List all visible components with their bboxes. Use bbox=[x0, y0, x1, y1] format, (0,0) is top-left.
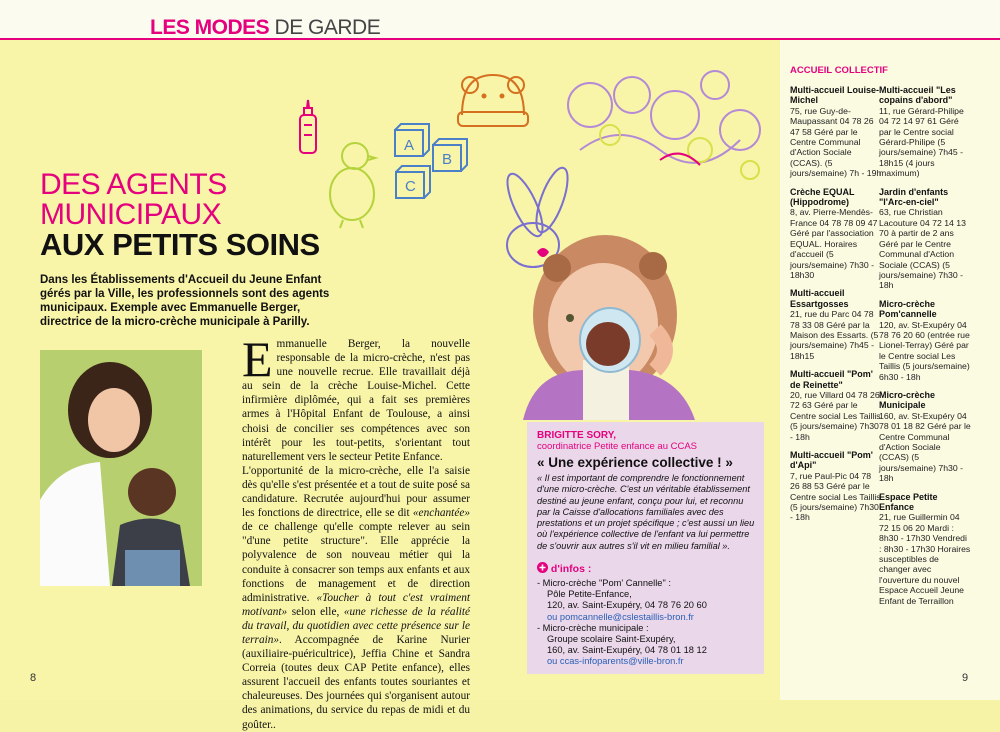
drop-cap: E bbox=[242, 331, 273, 387]
entry-text: 8, av. Pierre-Mendès-France 04 78 78 09 47 Géré par l'association EQUAL. Horaires d'accueil (5 jours/semaine) 7h30 - 18h30 bbox=[790, 207, 878, 280]
title-line-3: AUX PETITS SOINS bbox=[40, 227, 320, 262]
entry-text: 63, rue Christian Lacouture 04 72 14 13 70 à partir de 2 ans Géré par le Centre Communal d'Action Sociale (CCAS) (5 jours/semaine) 7h30 - 18h bbox=[879, 207, 966, 291]
entry-text: 21, rue Guillermin 04 72 15 06 20 Mardi : 8h30 - 17h30 Vendredi : 8h30 - 17h30 Horaires susceptibles de changer avec l'ouverture du nouvel Espace Accueil Jeune Enfant de Terraillon bbox=[879, 512, 971, 606]
page-number-right: 9 bbox=[962, 672, 969, 684]
entry-text: 75, rue Guy-de-Maupassant 04 78 26 47 58 Géré par le Centre Communal d'Action Sociale (CCAS). (5 jours/semaine) 7h - 19h bbox=[790, 105, 882, 179]
sidebar-entry bbox=[879, 492, 971, 606]
block-letter-a: A bbox=[404, 137, 415, 154]
info-list bbox=[537, 578, 762, 668]
page-number-left: 8 bbox=[30, 672, 37, 684]
sidebar-column-2 bbox=[879, 85, 971, 614]
body-paragraph-2g: . Accompagnée de Karine Nurier (auxiliaire-puéricultrice), Jeffia Chine et Sandra Correia (toutes deux CAP Petite enfance), elles assurent l'accueil des enfants toutes souriantes et chaleureuses. Des journées qui s'organisent autour des animations, du service du repas de midi et du goûter.. bbox=[242, 633, 470, 731]
entry-text: 21, rue du Parc 04 78 78 33 08 Géré par la Maison des Essarts. (5 jours/semaine) 7h45 - 18h15 bbox=[790, 309, 879, 361]
entry-name: Multi-accueil "Les copains d'abord" bbox=[879, 85, 956, 106]
sidebar-heading: ACCUEIL COLLECTIF bbox=[790, 65, 888, 76]
interviewee-role: coordinatrice Petite enfance au CCAS bbox=[537, 441, 698, 452]
interview-box bbox=[527, 422, 764, 674]
article-body bbox=[242, 331, 470, 732]
entry-text: 11, rue Gérard-Philipe 04 72 14 97 61 Géré par le Centre social Gérard-Philipe (5 jours/semaine) 7h45 - 18h15 (4 jours maximum) bbox=[879, 105, 964, 179]
bear-hat-icon bbox=[458, 75, 528, 126]
block-letter-c: C bbox=[405, 178, 416, 195]
interviewee-name: BRIGITTE SORY, bbox=[537, 430, 617, 441]
body-paragraph-2a: L'opportunité de la micro-crèche, elle l'a saisie dès qu'elle s'est présentée et a tout de suite posé sa candidature. Recrutée aujourd'hui pour assumer les fonctions de directrice, elle se dit bbox=[242, 464, 470, 520]
entry-text: 160, av. St-Exupéry 04 78 01 18 82 Géré par le Centre Communal d'Action Sociale (CCAS) (5 jours/semaine) 7h30 - 18h bbox=[879, 410, 971, 484]
entry-name: Jardin d'enfants "l'Arc-en-ciel" bbox=[879, 186, 949, 208]
sidebar-entry bbox=[790, 85, 882, 179]
entry-name: Micro-crèche Municipale bbox=[879, 389, 936, 411]
child-photo bbox=[505, 220, 710, 420]
body-paragraph-2c: de ce challenge qu'elle compte relever au sein "d'une petite structure". Elle apprécie la polyvalence de son nouveau métier qui la conduite à consacrer son temps aux enfants et aux fonctions de management et de direction administrative. bbox=[242, 521, 470, 604]
info-email-link[interactable]: ou ccas-infoparents@ville-bron.fr bbox=[547, 656, 684, 667]
entry-name: Micro-crèche Pom'cannelle bbox=[879, 298, 937, 320]
info-label: d'infos : bbox=[550, 563, 592, 575]
sidebar-entry bbox=[879, 187, 971, 291]
sidebar-entry bbox=[879, 85, 971, 179]
info-item-pomcannelle: - Micro-crèche "Pom' Cannelle" : bbox=[537, 578, 671, 588]
info-heading bbox=[537, 562, 591, 575]
info-line: 120, av. Saint-Exupéry, 04 78 76 20 60 bbox=[547, 600, 707, 611]
entry-name: Multi-accueil Louise-Michel bbox=[790, 85, 880, 106]
article-intro: Dans les Établissements d'Accueil du Jeune Enfant gérés par la Ville, les professionnels sont des agents municipaux. Exemple avec Emmanuelle Berger, directrice de la micro-crèche municipale à Parilly. bbox=[40, 274, 330, 328]
plus-circle-icon bbox=[537, 562, 548, 573]
sidebar-entry bbox=[790, 369, 882, 442]
info-line: 160, av. Saint-Exupéry, 04 78 01 18 12 bbox=[547, 645, 707, 656]
interview-quote: « Il est important de comprendre le fonctionnement d'une micro-crèche. C'est un véritable établissement destiné au jeune enfant, conçu pour lui, et reconnu par la Caisse d'allocations familiales avec des prestations et un projet spécifique ; c'est aussi un lieu où l'expérience collective de l'enfant va lui permettre de s'ouvrir aux autres s'il vit en milieu familial ». bbox=[537, 473, 755, 551]
rubric-rest: DE GARDE bbox=[269, 16, 381, 39]
body-paragraph-1: mmanuelle Berger, la nouvelle responsable de la micro-crèche, n'est pas une nouvelle recrue. Elle travaillait déjà au sein de la crèche Louise-Michel. Cette infirmière diplômée, qui a fait ses premières armes à l'Hôpital Enfant de Toulouse, a ainsi choisi de concilier ses compétences avec son intérêt pour les tout-petits, s'orientant tout naturellement vers le secteur Petite Enfance. bbox=[242, 338, 470, 463]
body-quote-richesse: «une richesse de la réalité du travail, du quotidien avec cette présence sur le terrain» bbox=[242, 605, 470, 646]
bottle-icon bbox=[300, 100, 316, 153]
sidebar-entry bbox=[879, 390, 971, 484]
sidebar-entry bbox=[879, 299, 971, 382]
chick-icon bbox=[330, 143, 375, 228]
body-paragraph-2e: selon elle, bbox=[287, 605, 344, 618]
sidebar-column-1 bbox=[790, 85, 882, 531]
rubric-highlight: LES MODES bbox=[150, 16, 270, 39]
entry-text: 20, rue Villard 04 78 26 72 63 Géré par le Centre social Les Taillis (5 jours/semaine) 7h30 - 18h bbox=[790, 389, 881, 442]
section-rubric bbox=[150, 16, 380, 40]
entry-name: Multi-accueil "Pom' de Reinette" bbox=[790, 369, 873, 390]
sidebar-entry bbox=[790, 288, 882, 361]
info-line: Pôle Petite-Enfance, bbox=[547, 589, 632, 600]
entry-name: Crèche EQUAL (Hippodrome) bbox=[790, 186, 855, 208]
flower-swirls bbox=[568, 71, 760, 163]
body-quote-enchantee: «enchantée» bbox=[412, 507, 470, 520]
entry-name: Multi-accueil "Pom' d'Api" bbox=[790, 450, 873, 471]
block-letter-b: B bbox=[442, 151, 453, 168]
info-email-link[interactable]: ou pomcannelle@cslestaillis-bron.fr bbox=[547, 611, 694, 622]
article-title bbox=[40, 170, 320, 260]
entry-text: 7, rue Paul-Pic 04 78 26 88 53 Géré par le Centre social Les Taillis (5 jours/semaine) 7h30 - 18h bbox=[790, 470, 881, 523]
entry-name: Espace Petite Enfance bbox=[879, 491, 938, 513]
title-line-1: DES AGENTS bbox=[40, 168, 227, 201]
title-line-2: MUNICIPAUX bbox=[40, 198, 222, 231]
sidebar-entry bbox=[790, 450, 882, 523]
entry-name: Multi-accueil Essartgosses bbox=[790, 288, 849, 309]
info-line: Groupe scolaire Saint-Exupéry, bbox=[547, 634, 676, 645]
info-item-municipale: - Micro-crèche municipale : bbox=[537, 622, 649, 633]
interview-title: « Une expérience collective ! » bbox=[537, 455, 733, 470]
staff-photo bbox=[40, 350, 202, 586]
sidebar-entry bbox=[790, 187, 882, 281]
entry-text: 120, av. St-Exupéry 04 78 76 20 60 (entrée rue Lionel-Terray) Géré par le Centre social Les Taillis (5 jours/semaine) 6h30 - 18h bbox=[879, 319, 970, 382]
body-quote-motivant: «Toucher à tout c'est vraiment motivant» bbox=[242, 591, 470, 618]
